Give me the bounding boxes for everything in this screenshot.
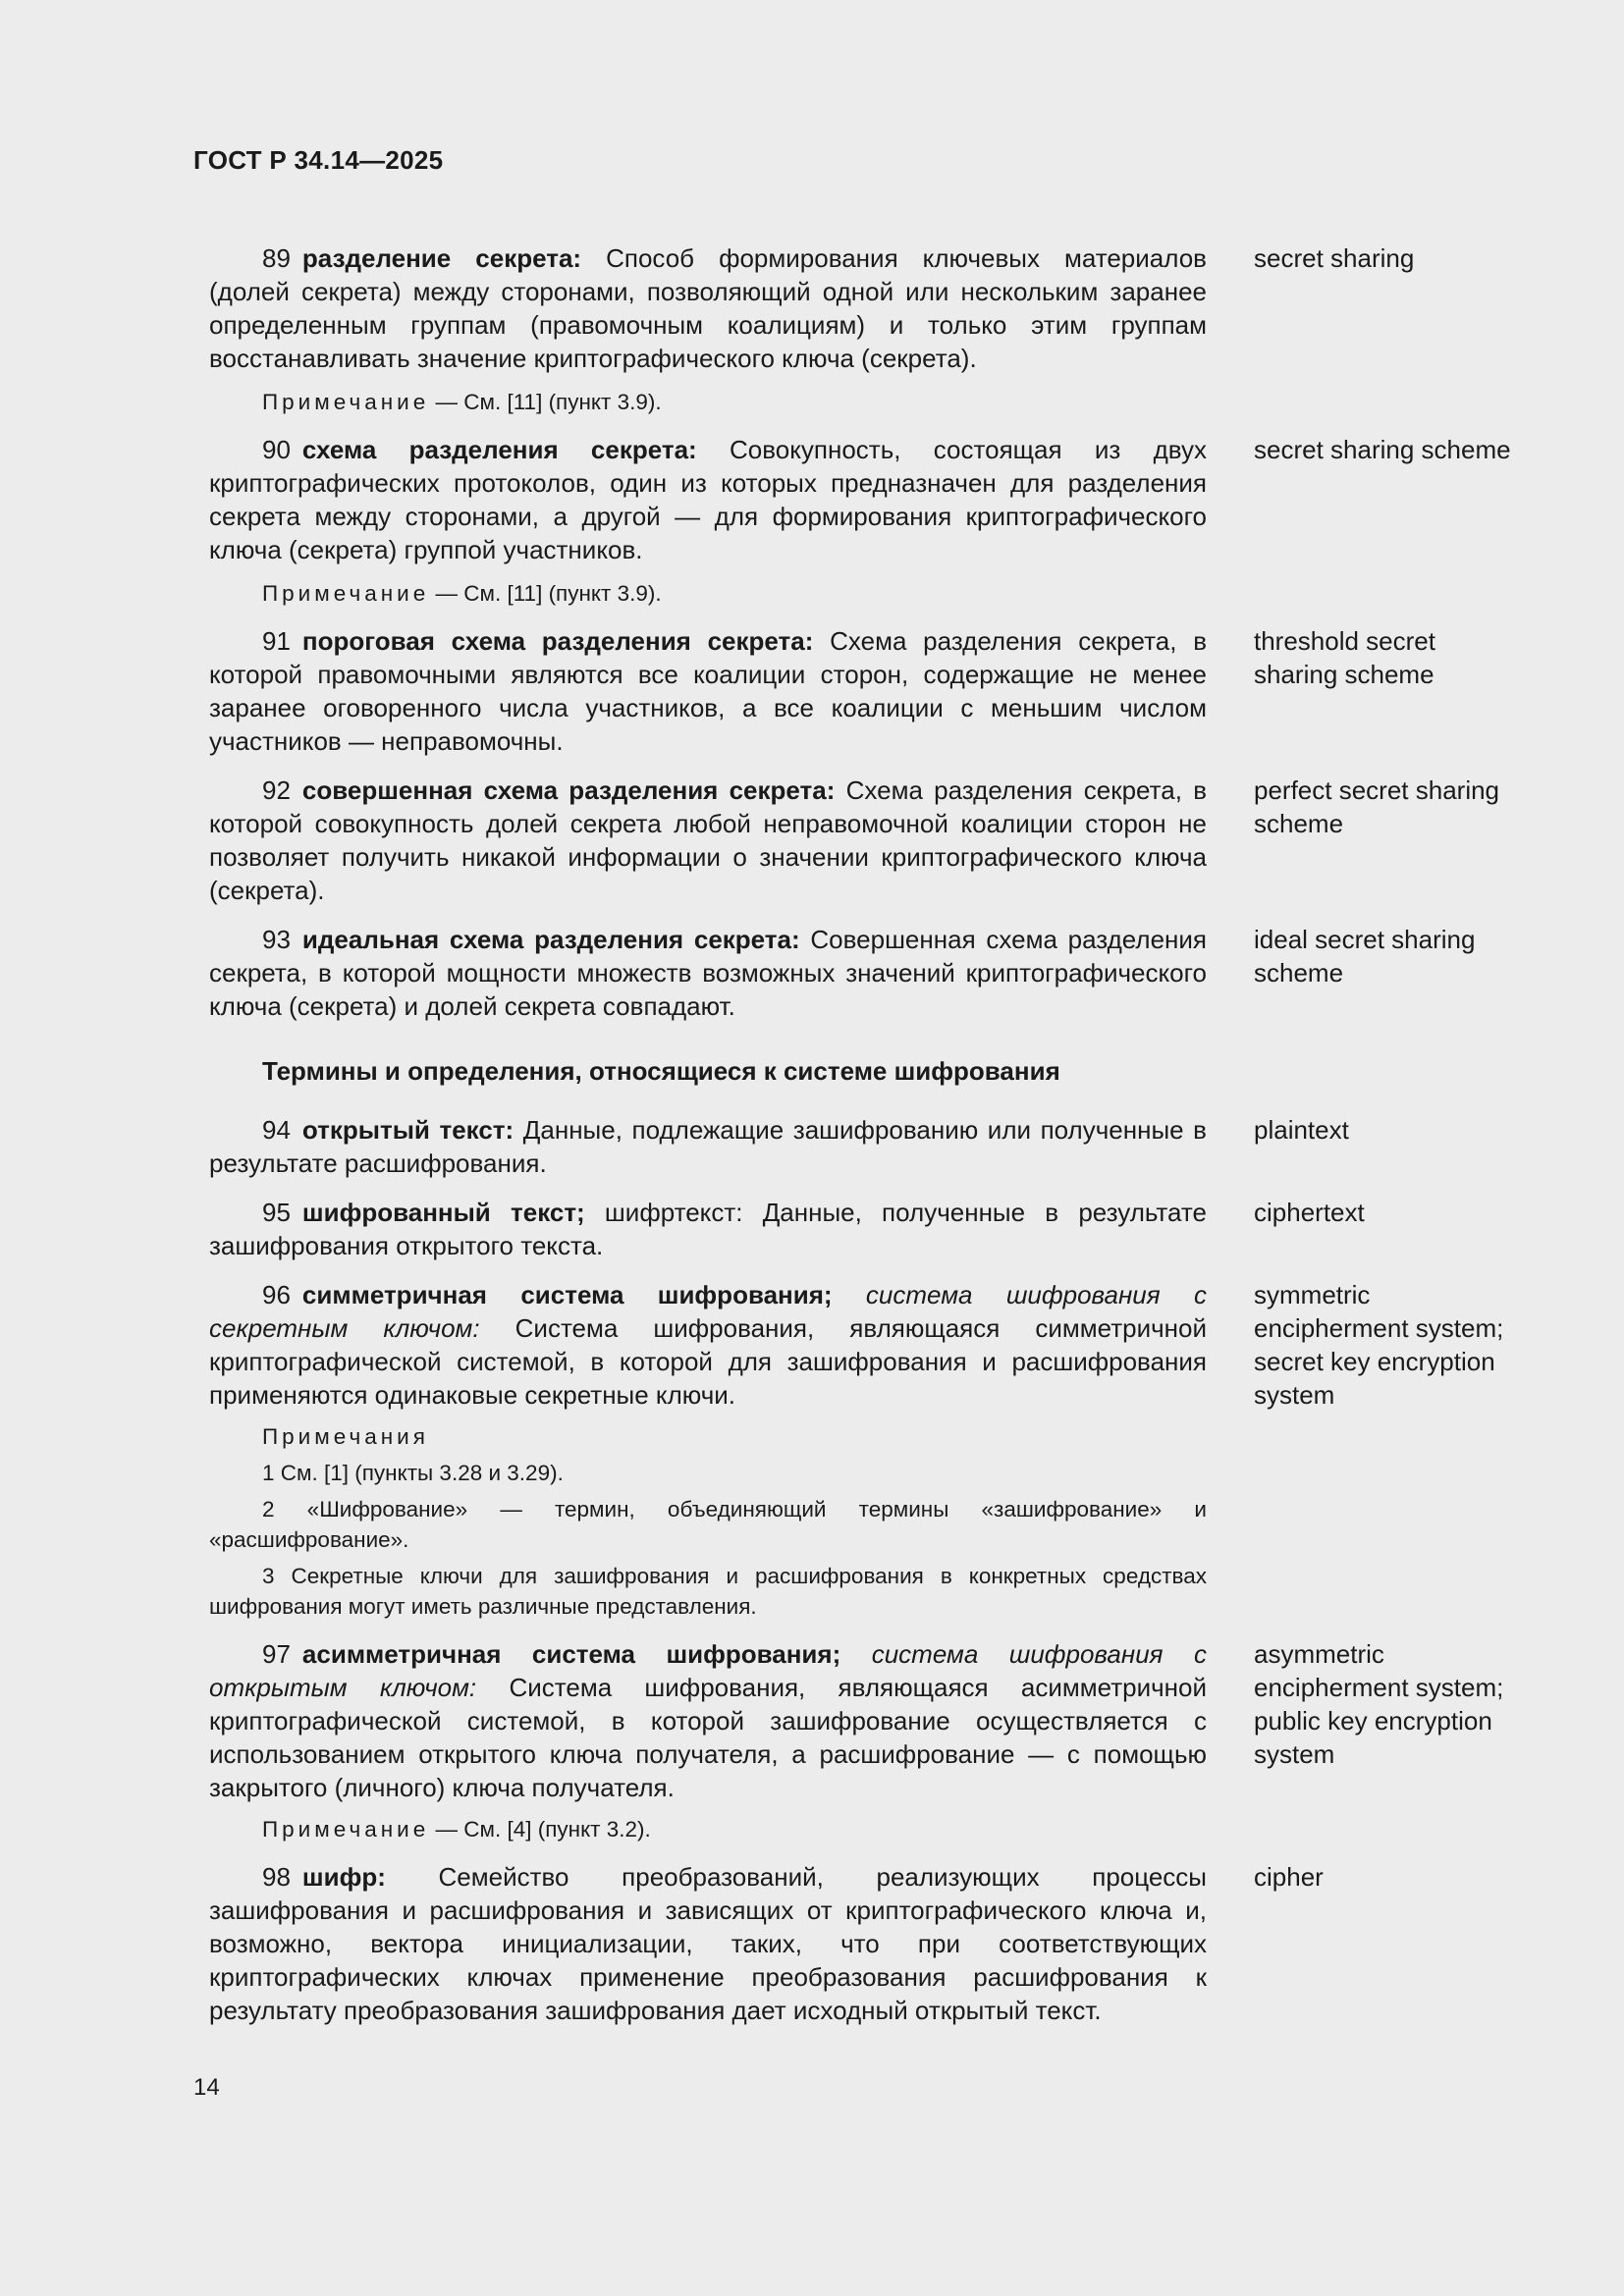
term-number: 96 <box>262 1280 291 1309</box>
term-entry-97 <box>209 1637 1525 1804</box>
note-text: — См. [11] (пункт 3.9). <box>429 390 662 414</box>
term-number: 98 <box>262 1862 291 1892</box>
term-note <box>209 578 1207 609</box>
term-body <box>209 1196 1207 1262</box>
note-text: — См. [11] (пункт 3.9). <box>429 581 662 606</box>
term-name: симметричная система шифрования; <box>301 1280 833 1309</box>
term-body <box>209 624 1207 758</box>
term-definition: Схема разделения секрета, в которой совокупность долей секрета любой неправомочной коалиции сторон не позволяет получить никакой информации о значении криптографического ключа (секрета). <box>209 775 1208 905</box>
term-number: 95 <box>262 1198 291 1227</box>
term-name: разделение секрета: <box>301 243 582 273</box>
term-english: ideal secret sharing scheme <box>1254 925 1476 988</box>
note-item: 2 «Шифрование» — термин, объединяющий термины «зашифрование» и «расшифрование». <box>209 1497 1207 1552</box>
term-name: идеальная схема разделения секрета: <box>301 925 800 954</box>
page-number: 14 <box>193 2074 220 2101</box>
term-synonym: система шифрования с открытым ключом: <box>209 1639 1207 1702</box>
term-number: 93 <box>262 925 291 954</box>
term-definition: Семейство преобразований, реализующих процессы зашифрования и расшифрования и зависящих от криптографического ключа и, возможно, вектора инициализации, таких, что при соответствующих криптографических ключах применение преобразования расшифрования к результату преобразования зашифрования дает исходный открытый текст. <box>209 1862 1207 2025</box>
note-label: Примечание <box>262 581 430 606</box>
note-item: 1 См. [1] (пункты 3.28 и 3.29). <box>262 1461 564 1485</box>
term-english: cipher <box>1254 1862 1324 1892</box>
term-definition: Способ формирования ключевых материалов (долей секрета) между сторонами, позволяющий одной или нескольким заранее определенным группам (правомочным коалициям) и только этим группам восстанавливать значение криптографического ключа (секрета). <box>209 243 1207 373</box>
term-body <box>209 923 1207 1023</box>
term-definition: Совокупность, состоящая из двух криптографических протоколов, один из которых предназначен для разделения секрета между сторонами, а другой — для формирования криптографического ключа (секрета) группой участников. <box>209 435 1207 564</box>
term-definition: шифртекст: Данные, полученные в результате зашифрования открытого текста. <box>209 1198 1207 1260</box>
term-name: шифр: <box>301 1862 386 1892</box>
term-body <box>209 241 1207 375</box>
term-english: perfect secret sharing scheme <box>1254 775 1500 838</box>
term-name: пороговая схема разделения секрета: <box>301 626 814 656</box>
term-note <box>209 387 1207 417</box>
term-body <box>209 1860 1207 2027</box>
term-entry-93 <box>209 923 1525 1023</box>
term-body <box>209 1113 1207 1180</box>
term-note <box>209 1814 1207 1844</box>
term-body <box>209 774 1207 907</box>
term-number: 97 <box>262 1639 291 1669</box>
term-number: 94 <box>262 1115 291 1145</box>
term-entry-95 <box>209 1196 1525 1262</box>
term-definition: Совершенная схема разделения секрета, в которой мощности множеств возможных значений криптографического ключа (секрета) и долей секрета совпадают. <box>209 925 1207 1021</box>
term-name: асимметричная система шифрования; <box>301 1639 841 1669</box>
term-entry-98 <box>209 1860 1525 2027</box>
document-header: ГОСТ Р 34.14—2025 <box>193 145 444 175</box>
term-english: threshold secret sharing scheme <box>1254 626 1435 689</box>
notes-label: Примечания <box>262 1424 429 1449</box>
note-text: — См. [4] (пункт 3.2). <box>429 1817 651 1842</box>
term-body <box>209 433 1207 566</box>
term-synonym: система шифрования с секретным ключом: <box>209 1280 1207 1343</box>
term-name: схема разделения секрета: <box>301 435 697 464</box>
term-english: plaintext <box>1254 1115 1349 1145</box>
term-definition: Данные, подлежащие зашифрованию или полученные в результате расшифрования. <box>209 1115 1207 1178</box>
term-body <box>209 1278 1207 1412</box>
term-entry-92 <box>209 774 1525 907</box>
term-english: secret sharing scheme <box>1254 435 1511 464</box>
notes-heading <box>209 1421 1207 1452</box>
term-number: 91 <box>262 626 291 656</box>
note-label: Примечание <box>262 390 430 414</box>
term-definition: Система шифрования, являющаяся асимметричной криптографической системой, в которой зашифрование осуществляется с использованием открытого ключа получателя, а расшифрование — с помощью закрытого (личного) ключа получателя. <box>209 1673 1207 1802</box>
term-entry-90 <box>209 433 1525 566</box>
term-body <box>209 1637 1207 1804</box>
term-entry-94 <box>209 1113 1525 1180</box>
terms-content <box>209 241 1525 2027</box>
term-english: secret sharing <box>1254 243 1415 273</box>
term-english: asymmetric encipherment system; public key encryption system <box>1254 1639 1504 1769</box>
term-entry-91 <box>209 624 1525 758</box>
term-name: шифрованный текст; <box>301 1198 585 1227</box>
term-entry-89 <box>209 241 1525 375</box>
term-definition: Система шифрования, являющаяся симметричной криптографической системой, в которой для зашифрования и расшифрования применяются одинаковые секретные ключи. <box>209 1313 1208 1410</box>
term-number: 92 <box>262 775 291 805</box>
term-english: ciphertext <box>1254 1198 1365 1227</box>
term-number: 89 <box>262 243 291 273</box>
term-entry-96 <box>209 1278 1525 1412</box>
section-title: Термины и определения, относящиеся к системе шифрования <box>262 1056 1060 1086</box>
term-english: symmetric encipherment system; secret key encryption system <box>1254 1280 1504 1410</box>
note-label: Примечание <box>262 1817 430 1842</box>
term-name: совершенная схема разделения секрета: <box>301 775 836 805</box>
term-name: открытый текст: <box>301 1115 514 1145</box>
note-item: 3 Секретные ключи для зашифрования и расшифрования в конкретных средствах шифрования могут иметь различные представления. <box>209 1564 1207 1619</box>
term-definition: Схема разделения секрета, в которой правомочными являются все коалиции сторон, содержащие не менее заранее оговоренного числа участников, а все коалиции с меньшим числом участников — неправомочны. <box>209 626 1208 756</box>
term-number: 90 <box>262 435 291 464</box>
